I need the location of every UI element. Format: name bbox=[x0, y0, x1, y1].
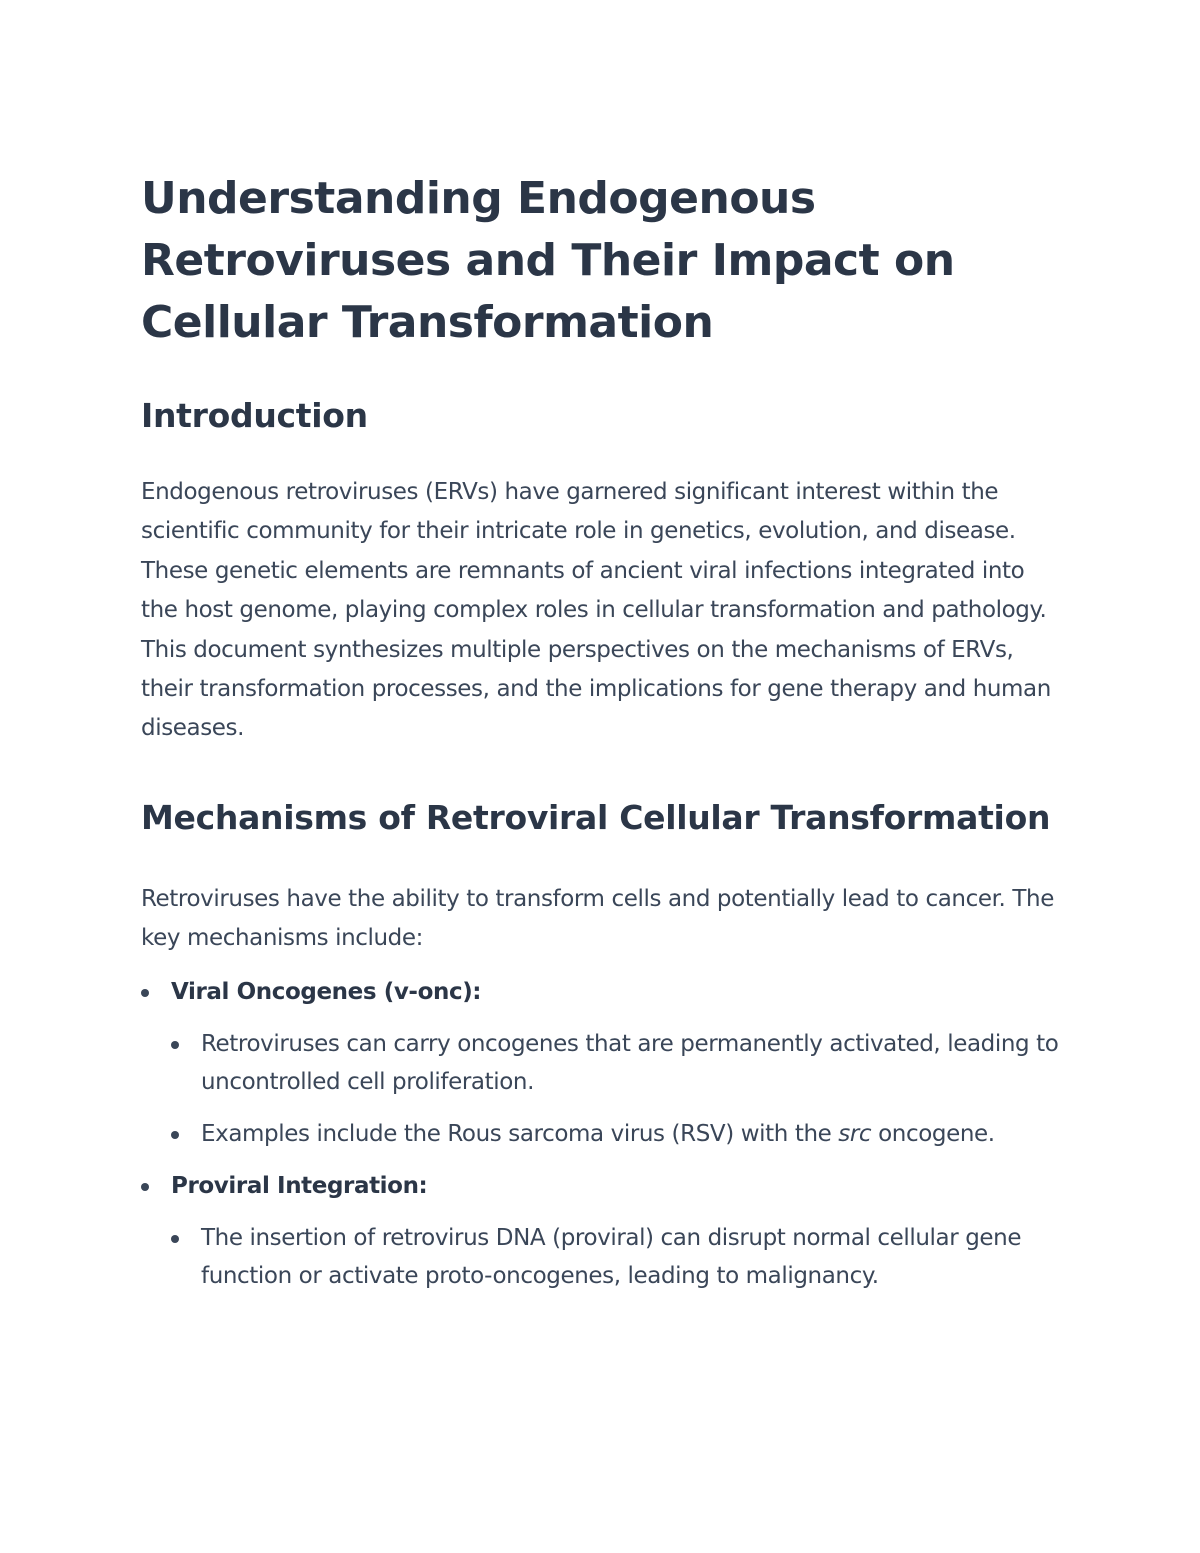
introduction-paragraph: Endogenous retroviruses (ERVs) have garnered significant interest within the scientific community for their intricate role in genetics, evolution, and disease. These genetic elements are remnants of ancient viral infections integrated into the host genome, playing complex roles in cellular transformation and pathology. This document synthesizes multiple perspectives on the mechanisms of ERVs, their transformation processes, and the implications for gene therapy and human diseases. bbox=[141, 479, 1051, 742]
bullet-icon bbox=[141, 989, 149, 997]
sub-list bbox=[171, 1219, 1061, 1295]
bullet-icon bbox=[171, 1131, 179, 1139]
bullet-icon bbox=[171, 1041, 179, 1049]
document-page bbox=[141, 168, 1061, 1295]
sub-list-item bbox=[171, 1025, 1061, 1101]
mechanisms-heading: Mechanisms of Retroviral Cellular Transformation bbox=[141, 797, 1051, 837]
list-item-label: Viral Oncogenes (v-onc): bbox=[171, 978, 482, 1005]
document-title: Understanding Endogenous Retroviruses and Their Impact on Cellular Transformation bbox=[141, 173, 955, 348]
sub-list bbox=[171, 1025, 1061, 1153]
list-item-label: Proviral Integration: bbox=[171, 1172, 428, 1199]
gene-name-emphasis: src bbox=[838, 1120, 872, 1147]
sub-list-item bbox=[171, 1115, 1061, 1153]
bullet-icon bbox=[141, 1183, 149, 1191]
sub-list-item-text-after: oncogene. bbox=[871, 1120, 995, 1147]
sub-list-item bbox=[171, 1219, 1061, 1295]
sub-list-item-text: The insertion of retrovirus DNA (proviral) can disrupt normal cellular gene function or activate proto-oncogenes, leading to malignancy. bbox=[201, 1224, 1022, 1289]
introduction-heading: Introduction bbox=[141, 396, 368, 435]
mechanisms-list bbox=[141, 973, 1061, 1295]
list-item-proviral-integration bbox=[141, 1167, 1061, 1295]
sub-list-item-text: Examples include the Rous sarcoma virus (RSV) with the bbox=[201, 1120, 839, 1147]
mechanisms-paragraph: Retroviruses have the ability to transform cells and potentially lead to cancer. The key mechanisms include: bbox=[141, 885, 1054, 952]
sub-list-item-text: Retroviruses can carry oncogenes that are permanently activated, leading to uncontrolled cell proliferation. bbox=[201, 1030, 1059, 1095]
list-item-viral-oncogenes bbox=[141, 973, 1061, 1153]
bullet-icon bbox=[171, 1235, 179, 1243]
